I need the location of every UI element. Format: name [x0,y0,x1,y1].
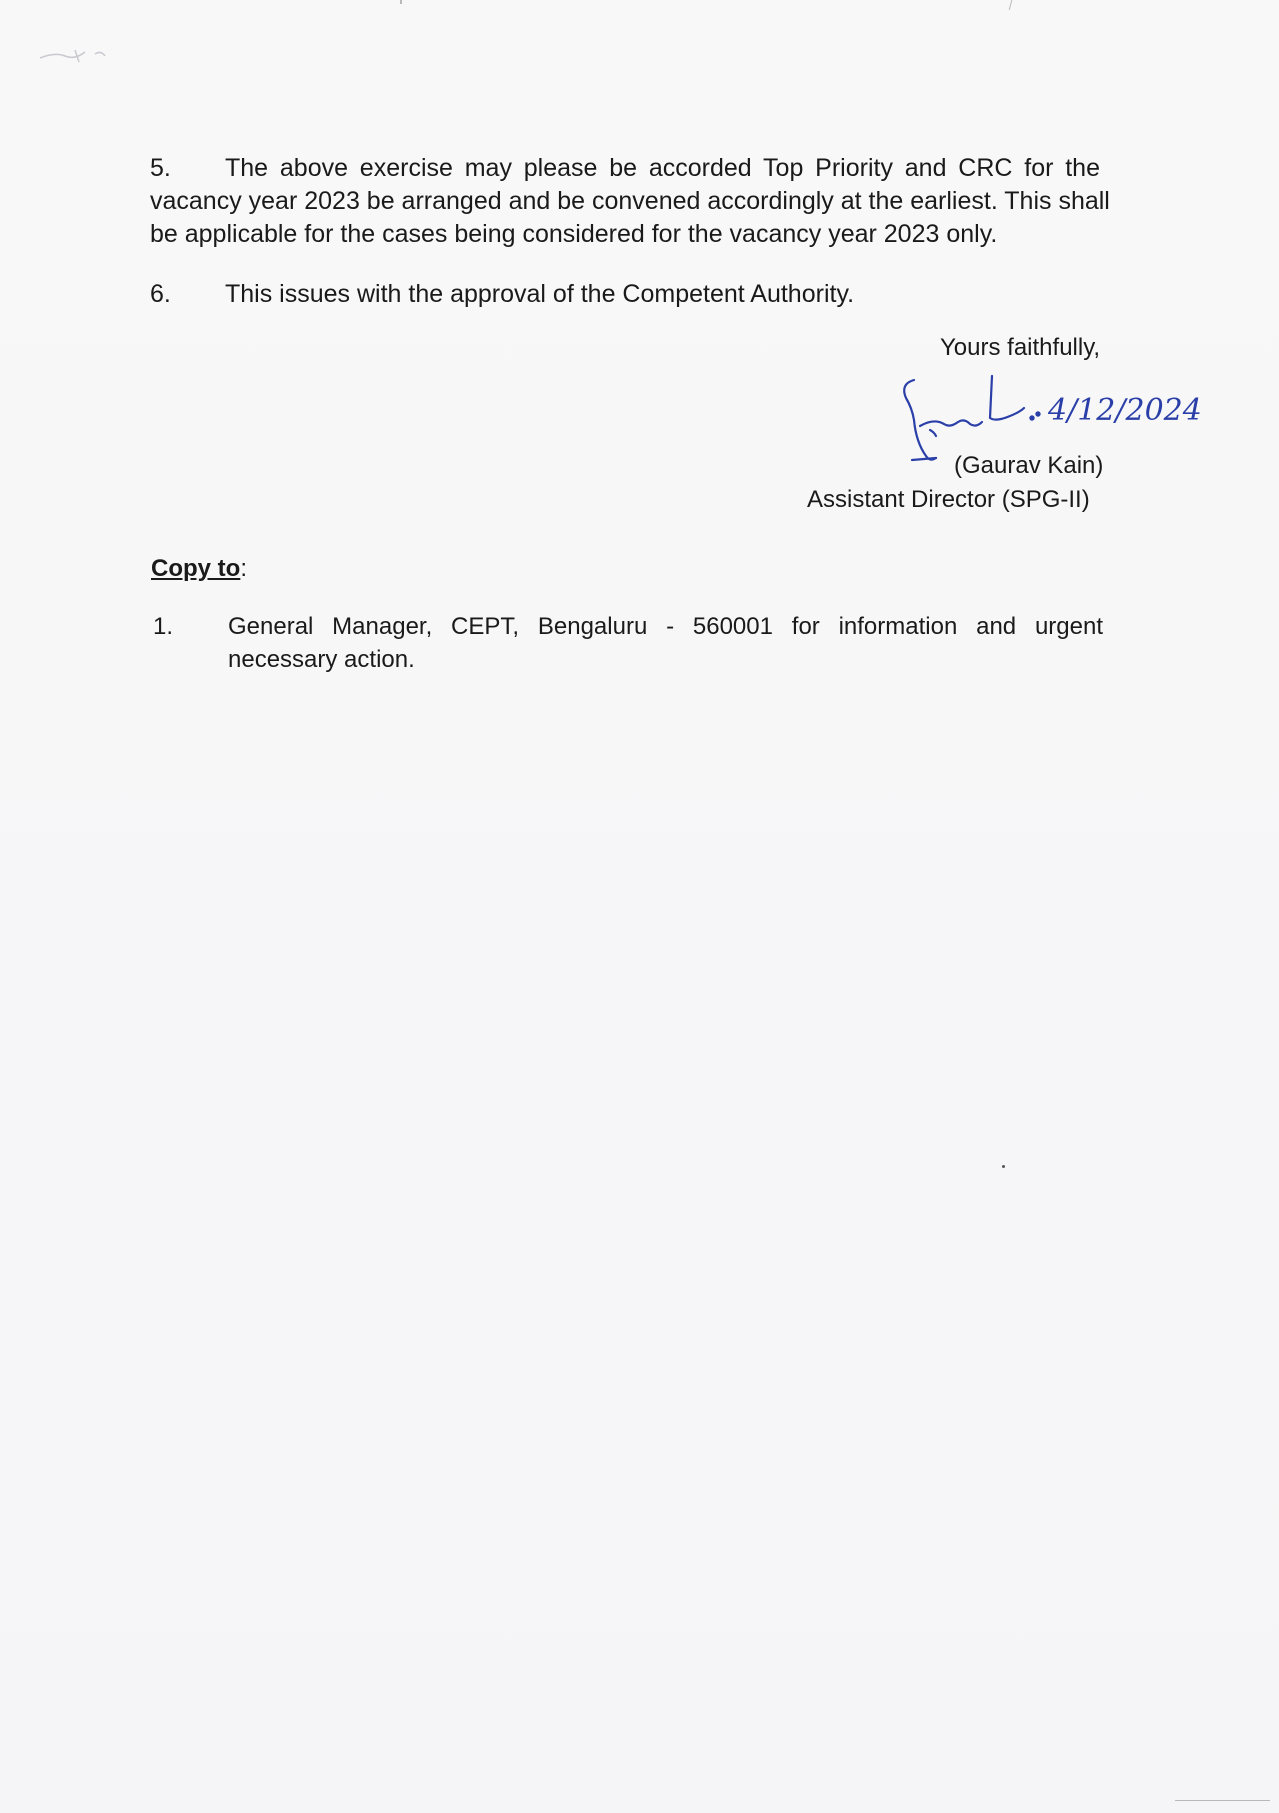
copy-to-heading [151,555,247,583]
paragraph-number: 5. [150,154,171,182]
copy-to-colon: : [240,555,247,582]
paragraph-line: vacancy year 2023 be arranged and be convened accordingly at the earliest. This shall [150,187,1110,215]
signature-date: 4/12/2024 [1048,393,1202,428]
paragraph-6 [150,278,1100,311]
paragraph-5 [150,152,1110,251]
paragraph-line: be applicable for the cases being considered for the vacancy year 2023 only. [150,220,998,248]
scan-mark-top-center [400,0,402,4]
signatory-designation: Assistant Director (SPG-II) [807,486,1090,513]
paragraph-line: The above exercise may please be accorded Top Priority and CRC for the [225,154,1100,182]
copy-item-line: General Manager, CEPT, Bengaluru - 560001 for information and urgent [228,613,1103,640]
copy-to-label: Copy to [151,555,241,582]
signatory-name: (Gaurav Kain) [954,452,1104,479]
paragraph-text: This issues with the approval of the Competent Authority. [225,280,855,308]
closing-salutation: Yours faithfully, [940,334,1101,361]
paragraph-number: 6. [150,280,171,308]
scan-mark-top-right [1009,0,1013,10]
copy-item-line: necessary action. [228,646,415,673]
scan-mark-bottom-right [1175,1800,1270,1801]
margin-scribble [35,40,125,70]
scan-speck [1002,1165,1005,1168]
copy-item-number: 1. [153,613,174,640]
